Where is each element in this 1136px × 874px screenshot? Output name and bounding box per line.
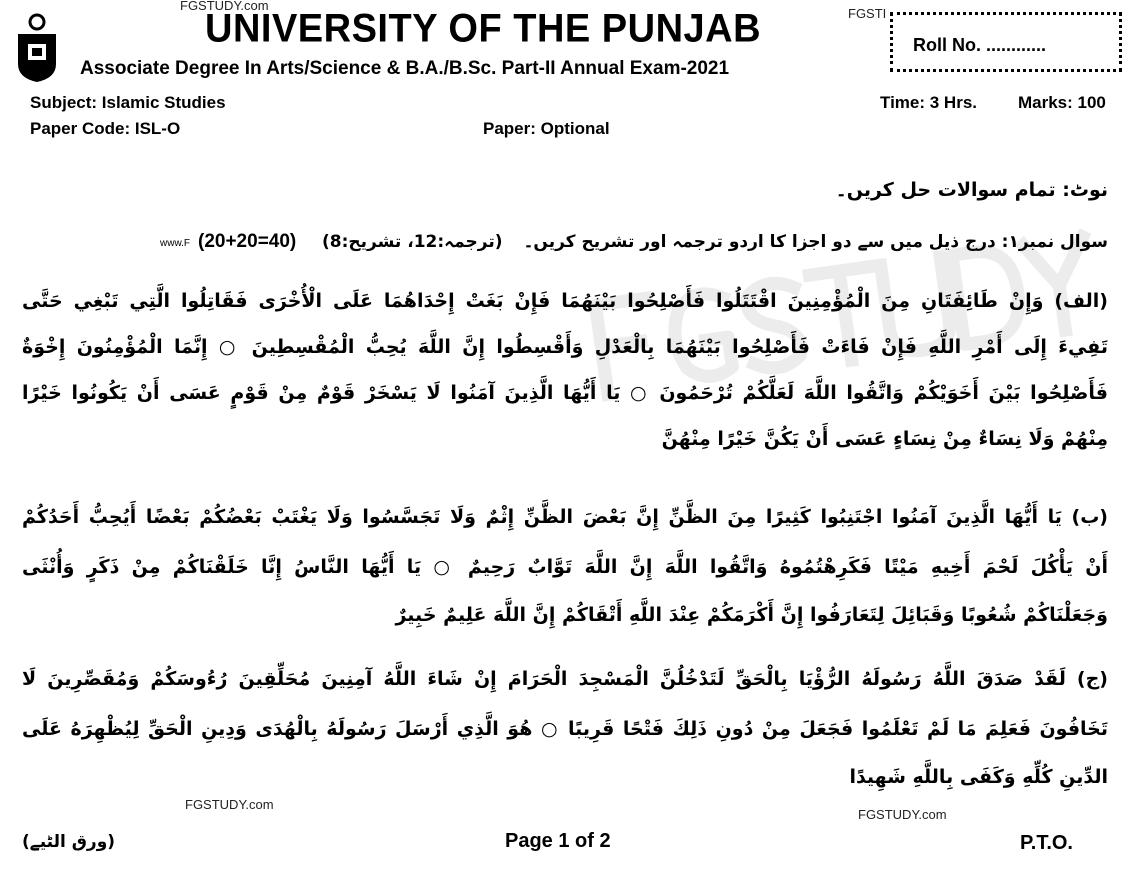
part-b-line: (ب) يَا أَيُّهَا الَّذِينَ آمَنُوا اجْتَنِبُوا كَثِيرًا مِنَ الظَّنِّ إِنَّ بَعْضَ الظَّنِّ إِثْمٌ وَلَا تَجَسَّسُوا وَلَا يَغْتَبْ بَعْضُكُمْ بَعْضًا أَيُحِبُّ أَحَدُكُمْ [22,506,1108,528]
watermark-bottom-right: FGSTUDY.com [858,807,947,822]
roll-number: Roll No. ............ [913,35,1047,55]
time: Time: 3 Hrs. [880,93,978,112]
marks: Marks: 100 [1018,93,1106,112]
part-a-line: مِنْهُمْ وَلَا نِسَاءٌ مِنْ نِسَاءٍ عَسَى أَنْ يَكُنَّ خَيْرًا مِنْهُنَّ [661,428,1108,450]
part-b-line: وَجَعَلْنَاكُمْ شُعُوبًا وَقَبَائِلَ لِتَعَارَفُوا إِنَّ أَكْرَمَكُمْ عِنْدَ اللَّهِ أَتْقَاكُمْ إِنَّ اللَّهَ عَلِيمٌ خَبِيرٌ [395,604,1108,626]
subject: Subject: Islamic Studies [30,93,226,112]
part-c-line: تَخَافُونَ فَعَلِمَ مَا لَمْ تَعْلَمُوا فَجَعَلَ مِنْ دُونِ ذَلِكَ فَتْحًا قَرِيبًا ○ هُوَ الَّذِي أَرْسَلَ رَسُولَهُ بِالْهُدَى وَدِينِ الْحَقِّ لِيُظْهِرَهُ عَلَى [22,718,1108,740]
watermark-q: www.F [160,238,190,249]
question-1-split: (ترجمہ:12، تشریح:8) [322,232,503,252]
roll-number-box [890,12,1122,72]
paper-type: Paper: Optional [483,119,610,138]
please-turn-over: P.T.O. [1020,832,1073,854]
exam-title: Associate Degree In Arts/Science & B.A./B.Sc. Part-II Annual Exam-2021 [80,58,730,79]
part-c-line: الدِّينِ كُلِّهِ وَكَفَى بِاللَّهِ شَهِيدًا [849,766,1108,788]
question-1: سوال نمبر۱: درج ذیل میں سے دو اجزا کا اردو ترجمہ اور تشریح کریں۔ [523,232,1108,252]
watermark-top-right: FGSTI [848,6,887,21]
page-number: Page 1 of 2 [505,830,611,852]
part-b-line: أَنْ يَأْكُلَ لَحْمَ أَخِيهِ مَيْتًا فَكَرِهْتُمُوهُ وَاتَّقُوا اللَّهَ إِنَّ اللَّهَ تَوَّابٌ رَحِيمٌ ○ يَا أَيُّهَا النَّاسُ إِنَّا خَلَقْنَاكُمْ مِنْ ذَكَرٍ وَأُنْثَى [22,556,1108,578]
part-a-line: فَأَصْلِحُوا بَيْنَ أَخَوَيْكُمْ وَاتَّقُوا اللَّهَ لَعَلَّكُمْ تُرْحَمُونَ ○ يَا أَيُّهَا الَّذِينَ آمَنُوا لَا يَسْخَرْ قَوْمٌ مِنْ قَوْمٍ عَسَى أَنْ يَكُونُوا خَيْرًا [22,382,1108,404]
university-title: UNIVERSITY OF THE PUNJAB [205,6,762,52]
part-a-line: (الف) وَإِنْ طَائِفَتَانِ مِنَ الْمُؤْمِنِينَ اقْتَتَلُوا فَأَصْلِحُوا بَيْنَهُمَا فَإِنْ بَغَتْ إِحْدَاهُمَا عَلَى الْأُخْرَى فَقَاتِلُوا الَّتِي تَبْغِي حَتَّى [22,290,1108,312]
question-1-marks: (20+20=40) [198,231,297,252]
part-a-line: تَفِيءَ إِلَى أَمْرِ اللَّهِ فَإِنْ فَاءَتْ فَأَصْلِحُوا بَيْنَهُمَا بِالْعَدْلِ وَأَقْسِطُوا إِنَّ اللَّهَ يُحِبُّ الْمُقْسِطِينَ ○ إِنَّمَا الْمُؤْمِنُونَ إِخْوَةٌ [22,336,1108,358]
part-c-line: (ج) لَقَدْ صَدَقَ اللَّهُ رَسُولَهُ الرُّؤْيَا بِالْحَقِّ لَتَدْخُلُنَّ الْمَسْجِدَ الْحَرَامَ إِنْ شَاءَ اللَّهُ آمِنِينَ مُحَلِّقِينَ رُءُوسَكُمْ وَمُقَصِّرِينَ لَا [22,668,1108,690]
university-logo [8,12,66,84]
watermark-top: FGSTUDY.com [180,0,269,13]
note: نوٹ: تمام سوالات حل کریں۔ [835,179,1108,201]
paper-code: Paper Code: ISL-O [30,119,181,138]
watermark-bottom-left: FGSTUDY.com [185,797,274,812]
turn-over-urdu: (ورق الٹیے) [22,832,116,852]
